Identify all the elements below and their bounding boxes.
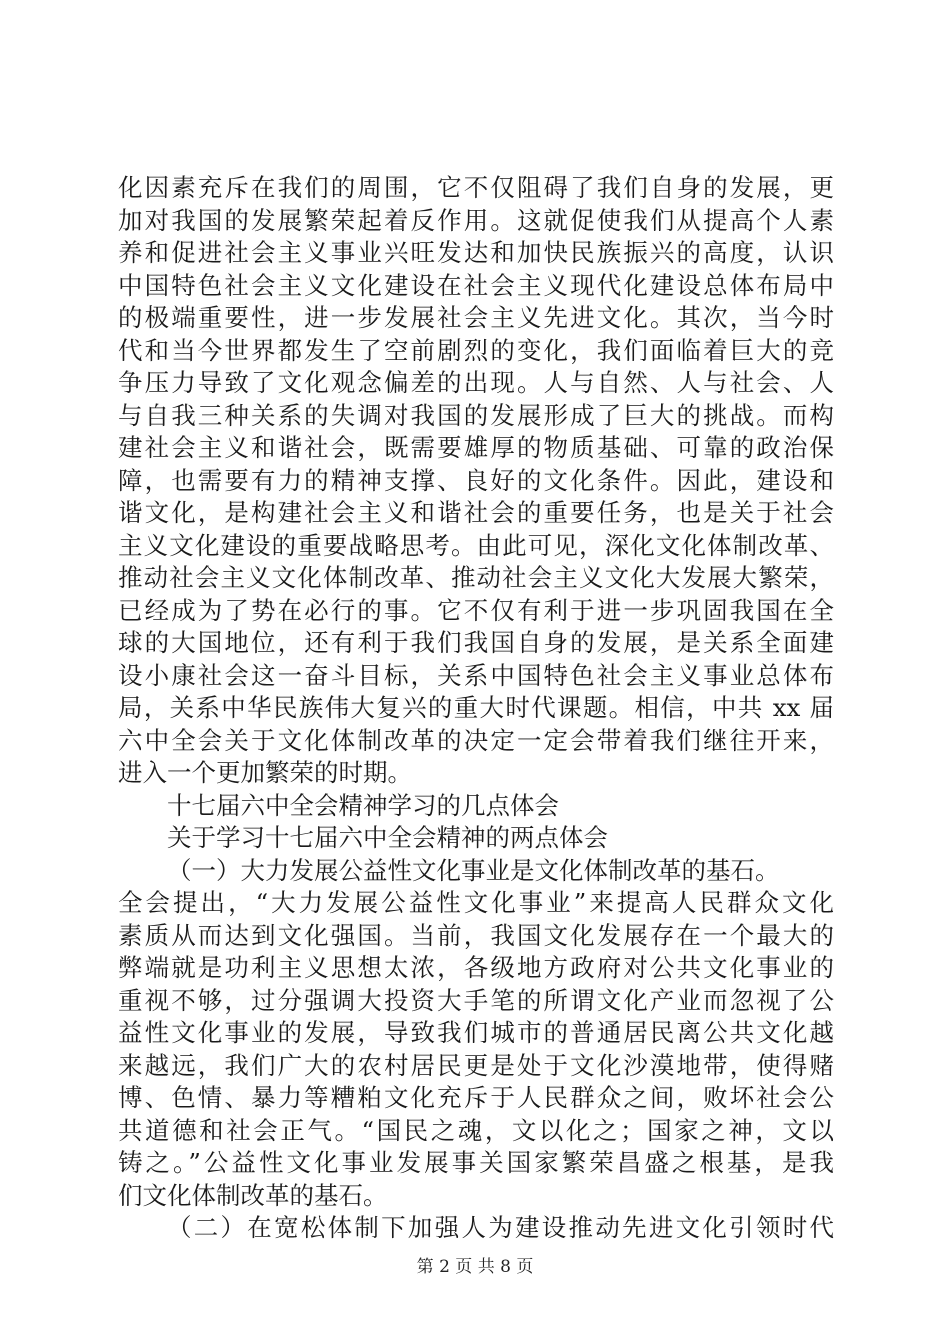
text-line: 已经成为了势在必行的事。它不仅有利于进一步巩固我国在全 <box>118 595 834 625</box>
heading-line: 十七届六中全会精神学习的几点体会 <box>167 790 559 820</box>
text-line: 建社会主义和谐社会，既需要雄厚的物质基础、可靠的政治保 <box>118 433 834 462</box>
text-line: 共道德和社会正气。“国民之魂，文以化之；国家之神，文以 <box>118 1115 834 1145</box>
text-line: 益性文化事业的发展，导致我们城市的普通居民离公共文化越 <box>118 1018 834 1047</box>
page-footer <box>0 1252 950 1277</box>
heading-line: 关于学习十七届六中全会精神的两点体会 <box>167 823 608 852</box>
text-line: 争压力导致了文化观念偏差的出现。人与自然、人与社会、人 <box>118 368 834 397</box>
text-line: 推动社会主义文化体制改革、推动社会主义文化大发展大繁荣， <box>118 563 834 592</box>
text-line: 障，也需要有力的精神支撑、良好的文化条件。因此，建设和 <box>118 465 834 495</box>
text-line: 中国特色社会主义文化建设在社会主义现代化建设总体布局中 <box>118 270 834 300</box>
text-line: 局，关系中华民族伟大复兴的重大时代课题。相信，中共 xx 届 <box>118 693 834 722</box>
text-line: 弊端就是功利主义思想太浓，各级地方政府对公共文化事业的 <box>118 953 834 982</box>
text-line: 与自我三种关系的失调对我国的发展形成了巨大的挑战。而构 <box>118 400 834 430</box>
text-line: 谐文化，是构建社会主义和谐社会的重要任务，也是关于社会 <box>118 498 834 527</box>
text-line: 博、色情、暴力等糟粕文化充斥于人民群众之间，败坏社会公 <box>118 1083 834 1112</box>
text-line: 来越远，我们广大的农村居民更是处于文化沙漠地带，使得赌 <box>118 1050 834 1080</box>
text-line: 化因素充斥在我们的周围，它不仅阻碍了我们自身的发展，更 <box>118 173 834 202</box>
text-line: 加对我国的发展繁荣起着反作用。这就促使我们从提高个人素 <box>118 205 834 235</box>
text-line: 们文化体制改革的基石。 <box>118 1180 388 1210</box>
document-body <box>118 172 834 1245</box>
text-line: 球的大国地位，还有利于我们我国自身的发展，是关系全面建 <box>118 628 834 657</box>
section-heading: （一）大力发展公益性文化事业是文化体制改革的基石。 <box>167 855 780 885</box>
text-line: 进入一个更加繁荣的时期。 <box>118 758 412 787</box>
text-line: 素质从而达到文化强国。当前，我国文化发展存在一个最大的 <box>118 920 834 950</box>
text-line: 全会提出，“大力发展公益性文化事业”来提高人民群众文化 <box>118 888 834 917</box>
text-line: 重视不够，过分强调大投资大手笔的所谓文化产业而忽视了公 <box>118 985 834 1015</box>
text-line: 主义文化建设的重要战略思考。由此可见，深化文化体制改革、 <box>118 530 834 560</box>
section-heading: （二）在宽松体制下加强人为建设推动先进文化引领时代 <box>167 1213 834 1242</box>
text-line: 铸之。”公益性文化事业发展事关国家繁荣昌盛之根基，是我 <box>118 1148 834 1177</box>
page-indicator: 第 2 页 共 8 页 <box>416 1257 534 1277</box>
text-line: 代和当今世界都发生了空前剧烈的变化，我们面临着巨大的竞 <box>118 335 834 365</box>
text-line: 设小康社会这一奋斗目标，关系中国特色社会主义事业总体布 <box>118 660 834 690</box>
text-line: 的极端重要性，进一步发展社会主义先进文化。其次，当今时 <box>118 303 834 332</box>
text-line: 六中全会关于文化体制改革的决定一定会带着我们继往开来， <box>118 725 834 755</box>
text-line: 养和促进社会主义事业兴旺发达和加快民族振兴的高度，认识 <box>118 238 834 267</box>
